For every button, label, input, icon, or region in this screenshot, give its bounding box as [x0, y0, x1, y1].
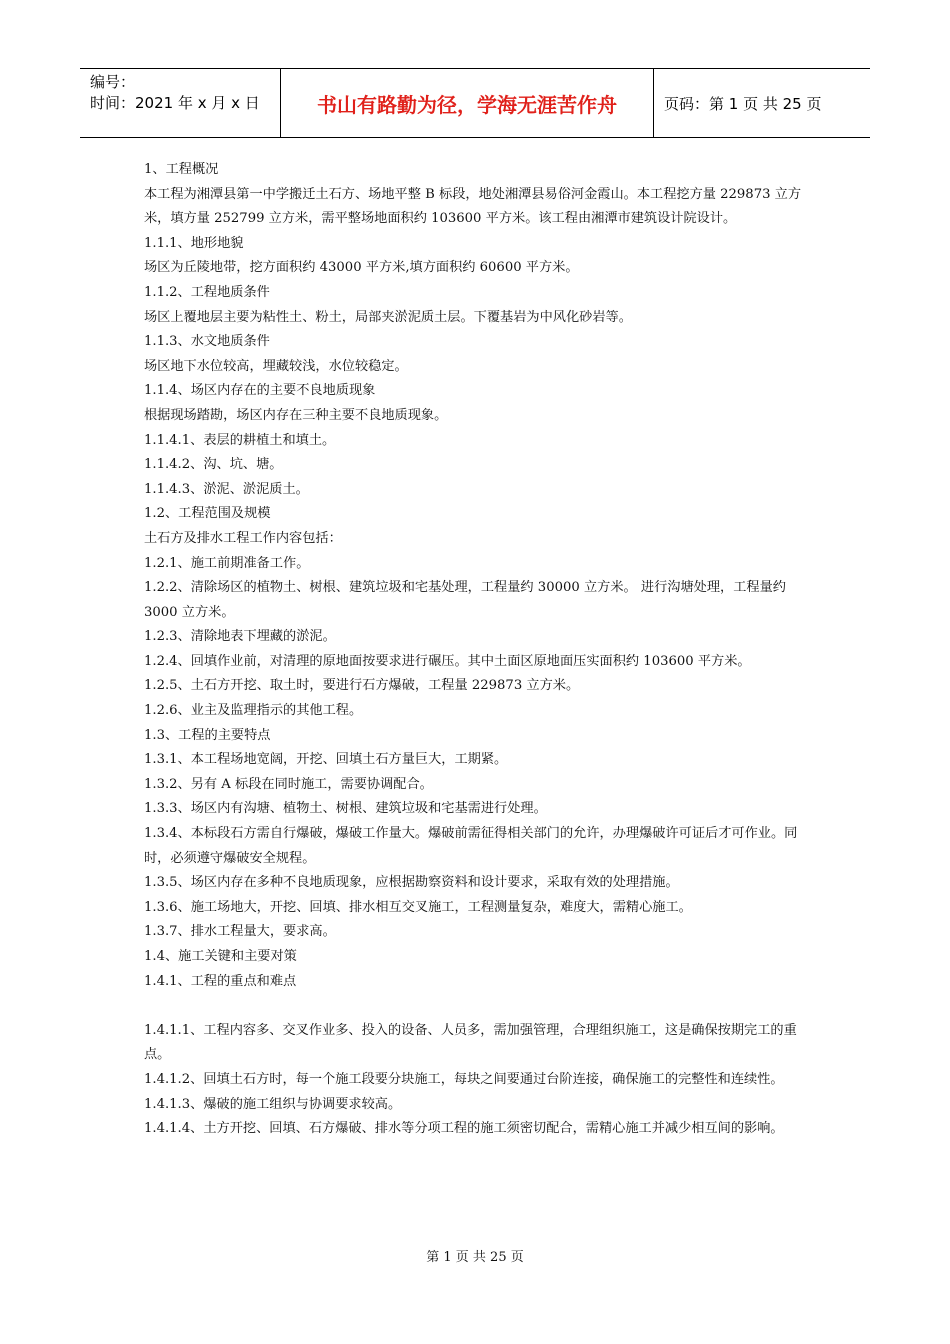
- body-paragraph: 1.1.2、工程地质条件: [144, 284, 270, 300]
- body-paragraph: 1.3、工程的主要特点: [144, 727, 271, 743]
- body-paragraph: 1.1.3、水文地质条件: [144, 334, 270, 350]
- body-paragraph: 场区上覆地层主要为粘性土、粉土，局部夹淤泥质土层。下覆基岩为中风化砂岩等。: [144, 309, 632, 325]
- body-paragraph: 1.3.1、本工程场地宽阔，开挖、回填土石方量巨大，工期紧。: [144, 752, 508, 768]
- document-number-label: 编号：: [90, 73, 136, 91]
- body-paragraph: 1.3.7、排水工程量大，要求高。: [144, 924, 336, 940]
- body-paragraph: 1.4.1.2、回填土石方时，每一个施工段要分块施工，每块之间要通过台阶连接，确保施工的完整性和连续性。: [144, 1071, 784, 1087]
- body-paragraph: 1.1.4.3、淤泥、淤泥质土。: [144, 481, 309, 497]
- body-paragraph: 1.4、施工关键和主要对策: [144, 949, 297, 964]
- body-paragraph: 1.2.4、回填作业前，对清理的原地面按要求进行碾压。其中土面区原地面压实面积约 103600 平方米。: [144, 653, 751, 669]
- page-footer: 第 1 页 共 25 页: [426, 1250, 524, 1265]
- body-paragraph: 1.2.1、施工前期准备工作。: [144, 555, 310, 571]
- body-paragraph: 1.1.1、地形地貌: [144, 235, 244, 251]
- body-paragraph: 土石方及排水工程工作内容包括：: [144, 530, 342, 546]
- body-paragraph: 1.2.2、清除场区的植物土、树根、建筑垃圾和宅基处理，工程量约 30000 立方米。 进行沟塘处理，工程量约 3000 立方米。: [144, 580, 786, 620]
- document-date-label: 时间：2021 年 x 月 x 日: [90, 94, 260, 112]
- header-motto: 书山有路勤为径，学海无涯苦作舟: [281, 69, 654, 137]
- body-paragraph: 1.1.4、场区内存在的主要不良地质现象: [144, 383, 376, 399]
- body-paragraph: 1、工程概况: [144, 162, 219, 177]
- page-header: [80, 68, 870, 138]
- body-paragraph: 场区地下水位较高，埋藏较浅，水位较稳定。: [144, 358, 408, 374]
- body-paragraph: 1.2.3、清除地表下埋藏的淤泥。: [144, 629, 336, 645]
- body-paragraph: 1.2.5、土石方开挖、取土时，要进行石方爆破，工程量 229873 立方米。: [144, 678, 580, 694]
- body-paragraph: 1.4.1.1、工程内容多、交叉作业多、投入的设备、人员多，需加强管理，合理组织施工，这是确保按期完工的重点。: [144, 1022, 797, 1063]
- body-paragraph: 本工程为湘潭县第一中学搬迁土石方、场地平整 B 标段，地处湘潭县易俗河金霞山。本工程挖方量 229873 立方米，填方量 252799 立方米，需平整场地面积约 103600 平方米。该工程由湘潭市建筑设计院设计。: [144, 186, 802, 227]
- body-paragraph: 1.1.4.1、表层的耕植土和填土。: [144, 432, 336, 448]
- body-paragraph: 1.1.4.2、沟、坑、塘。: [144, 457, 283, 473]
- body-paragraph: 1.3.6、施工场地大，开挖、回填、排水相互交叉施工，工程测量复杂，难度大，需精心施工。: [144, 899, 692, 915]
- body-paragraph: 1.2.6、业主及监理指示的其他工程。: [144, 703, 363, 719]
- body-paragraph: 1.3.4、本标段石方需自行爆破，爆破工作量大。爆破前需征得相关部门的允许，办理爆破许可证后才可作业。同: [144, 826, 798, 842]
- body-paragraph: 1.3.2、另有 A 标段在同时施工，需要协调配合。: [144, 776, 433, 792]
- header-page-info: 页码：第 1 页 共 25 页: [664, 94, 822, 113]
- body-paragraph: 时，必须遵守爆破安全规程。: [144, 850, 316, 866]
- blank-line: [144, 994, 809, 1019]
- body-paragraph: 1.2、工程范围及规模: [144, 506, 271, 522]
- body-paragraph: 根据现场踏勘，场区内存在三种主要不良地质现象。: [144, 407, 448, 423]
- document-body: [144, 158, 809, 1142]
- body-paragraph: 1.3.5、场区内存在多种不良地质现象，应根据勘察资料和设计要求，采取有效的处理措施。: [144, 875, 679, 891]
- body-paragraph: 1.4.1.3、爆破的施工组织与协调要求较高。: [144, 1096, 402, 1112]
- body-paragraph: 1.3.3、场区内有沟塘、植物土、树根、建筑垃圾和宅基需进行处理。: [144, 801, 547, 817]
- body-paragraph: 1.4.1.4、土方开挖、回填、石方爆破、排水等分项工程的施工须密切配合，需精心施工并减少相互间的影响。: [144, 1121, 784, 1137]
- body-paragraph: 场区为丘陵地带，挖方面积约 43000 平方米,填方面积约 60600 平方米。: [144, 260, 579, 276]
- body-paragraph: 1.4.1、工程的重点和难点: [144, 973, 297, 989]
- header-meta: [80, 69, 281, 137]
